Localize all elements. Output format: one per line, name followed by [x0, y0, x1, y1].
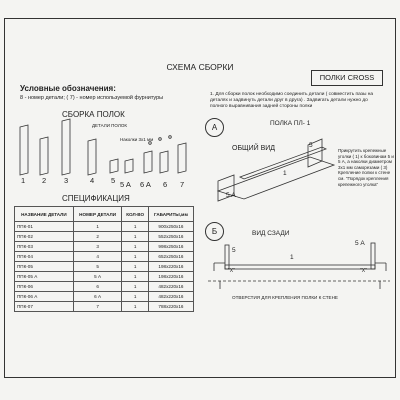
section-a-marker: А	[205, 118, 224, 137]
table-row	[15, 292, 194, 302]
col-header: КОЛ-ВО	[122, 207, 148, 222]
cell: 1	[73, 222, 122, 232]
cell: ППК-06 А	[15, 292, 74, 302]
table-row	[15, 252, 194, 262]
assembly-heading: СБОРКА ПОЛОК	[62, 110, 125, 119]
cell: 4	[73, 252, 122, 262]
section-a-title: ПОЛКА ПЛ- 1	[270, 120, 311, 127]
cell: 1	[122, 262, 148, 272]
cell: 788х220х16	[148, 302, 193, 312]
part-number: 4	[90, 176, 95, 185]
cell: 198х220х16	[148, 272, 193, 282]
cell: 552х250х16	[148, 232, 193, 242]
cell: 1	[122, 302, 148, 312]
hardware-label: Наколки 3х1 мм	[120, 137, 154, 142]
cell: 1	[122, 242, 148, 252]
rear-view-label: ВИД СЗАДИ	[252, 230, 290, 237]
cell: 3	[73, 242, 122, 252]
cell: 1	[122, 232, 148, 242]
product-label: ПОЛКИ CROSS	[311, 70, 383, 86]
cell: ППК-02	[15, 232, 74, 242]
cell: 5	[73, 262, 122, 272]
cell: ППК-07	[15, 302, 74, 312]
cell: 198х220х16	[148, 262, 193, 272]
part-number: 2	[42, 176, 47, 185]
cell: ППК-05 А	[15, 272, 74, 282]
rear-piece-1-label: 1	[290, 254, 294, 261]
cell: 482х220х16	[148, 282, 193, 292]
table-row	[15, 262, 194, 272]
cell: ППК-05	[15, 262, 74, 272]
spec-heading: СПЕЦИФИКАЦИЯ	[62, 194, 130, 203]
piece-5-label: 5	[309, 142, 313, 149]
spec-table	[14, 206, 194, 312]
cell: 2	[73, 232, 122, 242]
cell: 6 А	[73, 292, 122, 302]
cell: 6	[73, 282, 122, 292]
rear-piece-5-label: 5	[232, 247, 236, 254]
cell: ППК-03	[15, 242, 74, 252]
table-row	[15, 272, 194, 282]
cell: 1	[122, 292, 148, 302]
col-header: НОМЕР ДЕТАЛИ	[73, 207, 122, 222]
table-row	[15, 242, 194, 252]
part-number: 3	[64, 176, 69, 185]
part-number: 7	[180, 180, 185, 189]
section-b-marker: Б	[205, 222, 224, 241]
page-title: СХЕМА СБОРКИ	[166, 62, 234, 72]
cell: 1	[122, 252, 148, 262]
mounting-note: Прикрутить крепежные уголки ( 1) к боковинам 5 и 5 А, а наколки диаметром 3х1 мм саморезами ( 3) Крепление полки к стене см. "Порядок крепления крепежного уголка"	[338, 148, 394, 187]
piece-1-label: 1	[283, 170, 287, 177]
x-label-right: "Х"	[360, 268, 367, 274]
assembly-note: 1. Для сборки полок необходимо соединить детали ( совместить пазы на деталях и задвинуть детали друг в друга) . Задвигать детали нужно до полного выравнивания задней стороны полки	[210, 92, 374, 109]
mounting-holes-label: ОТВЕРСТИЯ ДЛЯ КРЕПЛЕНИЯ ПОЛКИ К СТЕНЕ	[232, 295, 338, 300]
table-row	[15, 302, 194, 312]
table-row	[15, 282, 194, 292]
rear-piece-5a-label: 5 А	[355, 240, 365, 247]
table-row	[15, 232, 194, 242]
cell: 1	[122, 282, 148, 292]
x-label-left: "Х"	[228, 268, 235, 274]
cell: ППК-06	[15, 282, 74, 292]
parts-illustration	[10, 115, 200, 195]
cell: 7	[73, 302, 122, 312]
col-header: НАЗВАНИЕ ДЕТАЛИ	[15, 207, 74, 222]
part-number: 5 A	[120, 180, 131, 189]
parts-label: ДЕТАЛИ ПОЛОК	[92, 123, 127, 128]
general-view-label: ОБЩИЙ ВИД	[232, 145, 276, 152]
part-number: 6 A	[140, 180, 151, 189]
legend-text: 8 - номер детали; ( 7) - номер используемой фурнитуры	[20, 95, 164, 101]
cell: 482х220х16	[148, 292, 193, 302]
cell: 998х250х16	[148, 242, 193, 252]
cell: 1	[122, 272, 148, 282]
part-number: 6	[163, 180, 168, 189]
table-row	[15, 222, 194, 232]
part-number: 5	[111, 176, 116, 185]
col-header: ГАБАРИТЫ,мм	[148, 207, 193, 222]
cell: ППК-01	[15, 222, 74, 232]
legend-heading: Условные обозначения:	[20, 84, 116, 93]
cell: ППК-04	[15, 252, 74, 262]
cell: 5 А	[73, 272, 122, 282]
cell: 1	[122, 222, 148, 232]
cell: 652х250х16	[148, 252, 193, 262]
piece-5a-label: 5 А	[226, 192, 236, 199]
part-number: 1	[21, 176, 26, 185]
cell: 900х250х16	[148, 222, 193, 232]
